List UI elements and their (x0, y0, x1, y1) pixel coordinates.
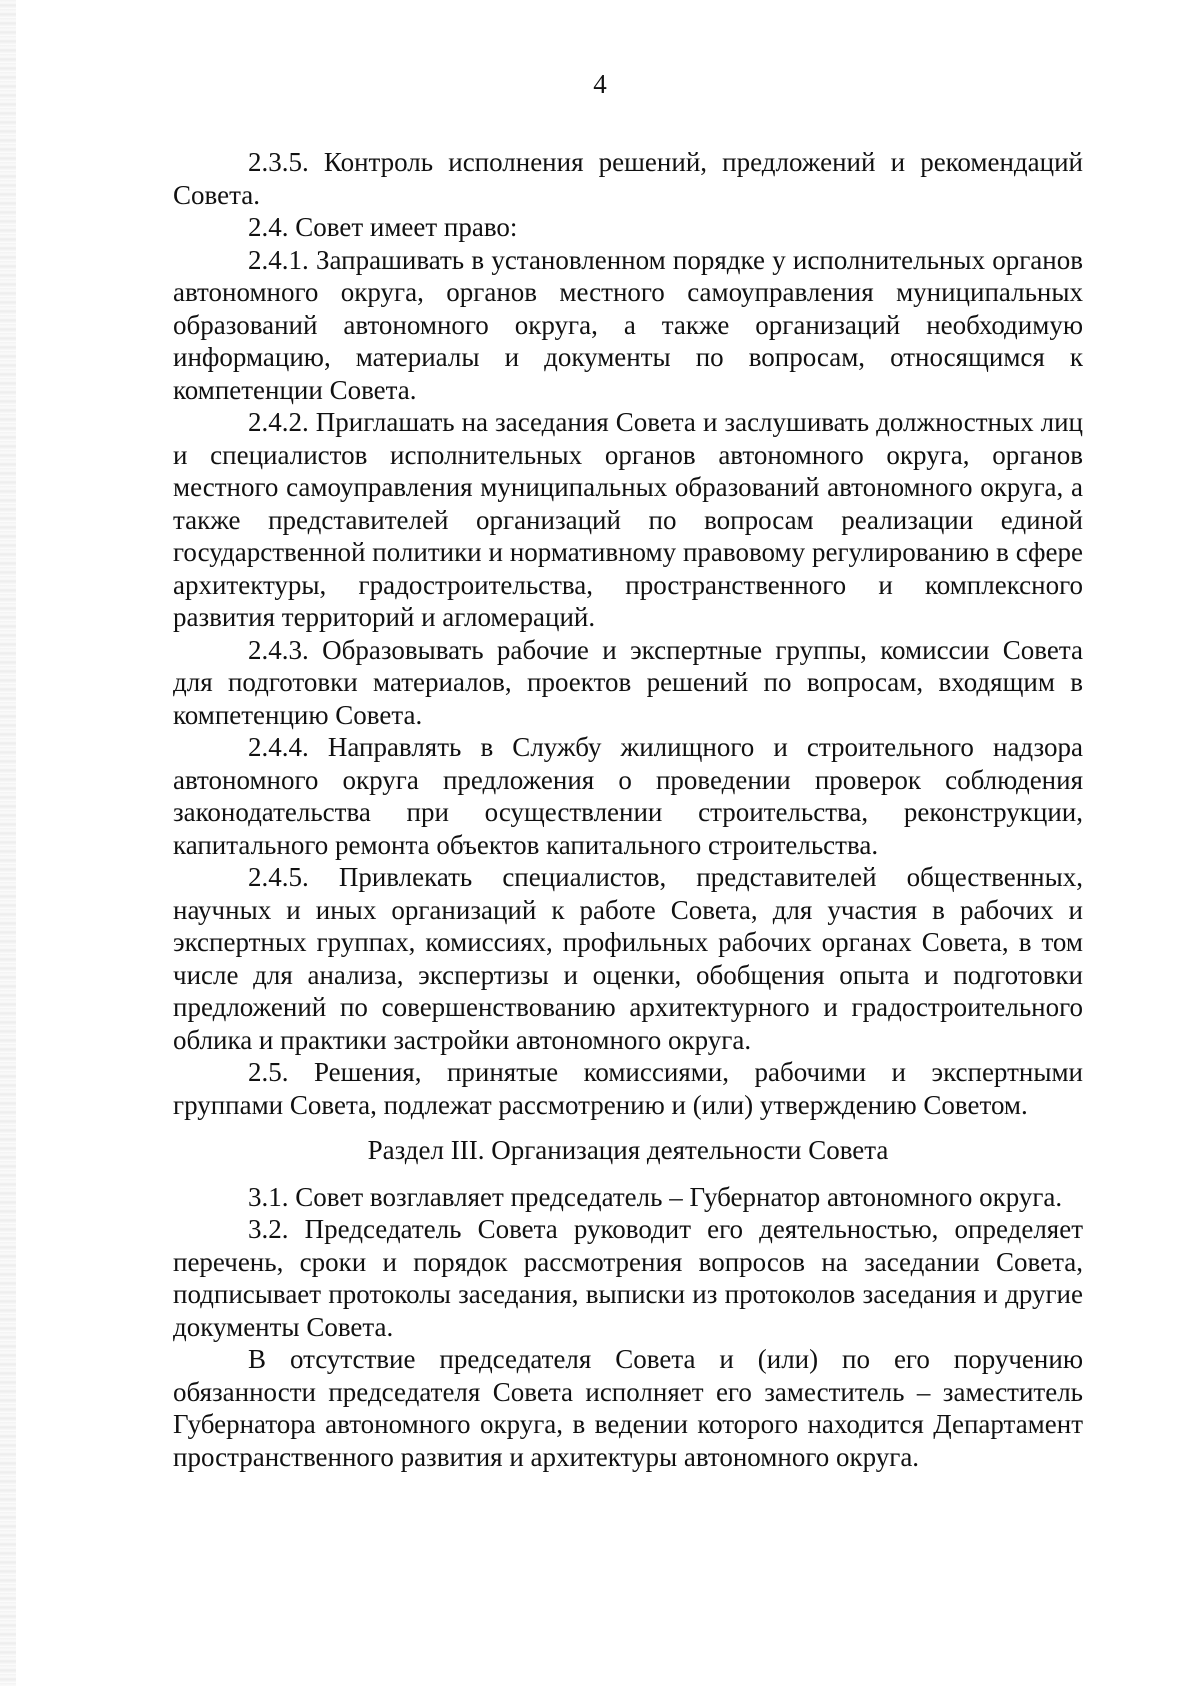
scan-edge-artifact (0, 0, 16, 1686)
paragraph-2-4-3: 2.4.3. Образовывать рабочие и экспертные группы, комиссии Совета для подготовки материалов, проектов решений по вопросам, входящим в компетенцию Совета. (173, 634, 1083, 730)
paragraph-3-2: 3.2. Председатель Совета руководит его деятельностью, определяет перечень, сроки и порядок рассмотрения вопросов на заседании Совета, подписывает протоколы заседания, выписки из протоколов заседания и другие документы Совета. (173, 1214, 1083, 1342)
paragraph-2-4-4: 2.4.4. Направлять в Службу жилищного и строительного надзора автономного округа предложения о проведении проверок соблюдения законодательства при осуществлении строительства, реконструкции, капитального ремонта объектов капитального строительства. (173, 732, 1083, 860)
paragraph-3-1: 3.1. Совет возглавляет председатель – Губернатор автономного округа. (248, 1181, 1063, 1212)
document-body (173, 146, 1083, 1473)
paragraph-2-3-5: 2.3.5. Контроль исполнения решений, предложений и рекомендаций Совета. (173, 147, 1083, 210)
paragraph-2-5: 2.5. Решения, принятые комиссиями, рабочими и экспертными группами Совета, подлежат рассмотрению и (или) утверждению Советом. (173, 1057, 1083, 1120)
section-heading: Раздел III. Организация деятельности Совета (367, 1135, 889, 1165)
paragraph-2-4-1: 2.4.1. Запрашивать в установленном порядке у исполнительных органов автономного округа, органов местного самоуправления муниципальных образований автономного округа, а также организаций необходимую информацию, материалы и документы по вопросам, относящимся к компетенции Совета. (173, 244, 1083, 405)
paragraph-2-4: 2.4. Совет имеет право: (248, 212, 518, 242)
paragraph-deputy: В отсутствие председателя Совета и (или) по его поручению обязанности председателя Совета исполняет его заместитель – заместитель Губернатора автономного округа, в ведении которого находится Департамент пространственного развития и архитектуры автономного округа. (173, 1344, 1083, 1472)
page-number: 4 (593, 69, 607, 99)
paragraph-2-4-2: 2.4.2. Приглашать на заседания Совета и заслушивать должностных лиц и специалистов исполнительных органов автономного округа, органов местного самоуправления муниципальных образований автономного округа, а также представителей организаций по вопросам реализации единой государственной политики и нормативному правовому регулированию в сфере архитектуры, градостроительства, пространственного и комплексного развития территорий и агломераций. (173, 407, 1083, 632)
paragraph-2-4-5: 2.4.5. Привлекать специалистов, представителей общественных, научных и иных организаций к работе Совета, для участия в рабочих и экспертных группах, комиссиях, профильных рабочих органах Совета, в том числе для анализа, экспертизы и оценки, обобщения опыта и подготовки предложений по совершенствованию архитектурного и градостроительного облика и практики застройки автономного округа. (173, 862, 1083, 1055)
